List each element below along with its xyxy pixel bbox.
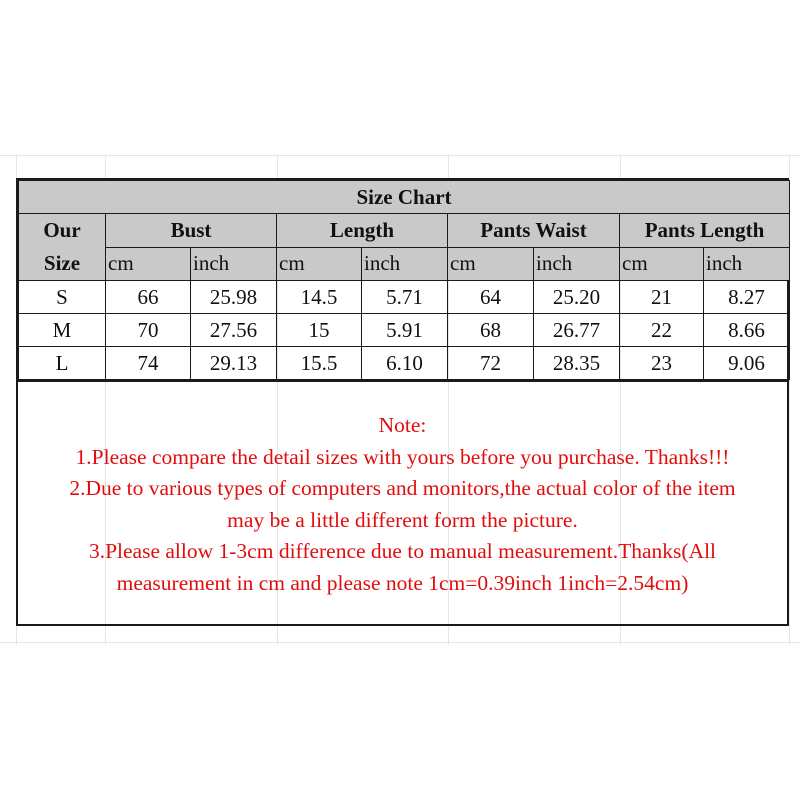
note-line-2b: may be a little different form the picture.: [227, 507, 578, 532]
unit-header: cm: [277, 247, 362, 281]
table-cell: 25.98: [191, 281, 277, 314]
unit-header: inch: [362, 247, 448, 281]
table-cell: 25.20: [534, 281, 620, 314]
table-cell: 5.91: [362, 314, 448, 347]
size-table: [18, 180, 790, 380]
table-cell: 21: [620, 281, 704, 314]
group-header-pants-waist: Pants Waist: [448, 214, 620, 248]
group-header-length: Length: [277, 214, 448, 248]
size-column-header: [19, 214, 106, 281]
chart-title: Size Chart: [19, 181, 790, 214]
table-cell: 68: [448, 314, 534, 347]
table-cell: 29.13: [191, 347, 277, 380]
size-chart: [16, 178, 789, 626]
table-cell: 27.56: [191, 314, 277, 347]
group-header-pants-length: Pants Length: [620, 214, 790, 248]
note-heading: Note:: [378, 413, 427, 437]
group-header-bust: Bust: [106, 214, 277, 248]
note-line-3a: 3.Please allow 1-3cm difference due to manual measurement.Thanks(All: [88, 539, 717, 563]
table-cell: 72: [448, 347, 534, 380]
table-cell: 8.27: [704, 281, 790, 314]
table-cell: 26.77: [534, 314, 620, 347]
table-cell: 64: [448, 281, 534, 314]
unit-header: inch: [534, 247, 620, 281]
table-cell: 9.06: [704, 347, 790, 380]
table-cell: 28.35: [534, 347, 620, 380]
table-cell: 70: [106, 314, 191, 347]
unit-header: cm: [620, 247, 704, 281]
table-cell: 5.71: [362, 281, 448, 314]
table-cell: 6.10: [362, 347, 448, 380]
size-label: S: [19, 281, 106, 314]
note-line-3b: measurement in cm and please note 1cm=0.39inch 1inch=2.54cm): [116, 570, 689, 595]
table-cell: 66: [106, 281, 191, 314]
note-line-2a: 2.Due to various types of computers and monitors,the actual color of the item: [69, 476, 736, 500]
sheet-gridline: [0, 155, 800, 156]
size-header-line2: Size: [43, 251, 81, 275]
table-cell: 15.5: [277, 347, 362, 380]
table-row: [19, 347, 790, 380]
table-cell: 15: [277, 314, 362, 347]
sheet-gridline: [0, 642, 800, 643]
table-cell: 23: [620, 347, 704, 380]
table-cell: 8.66: [704, 314, 790, 347]
size-label: L: [19, 347, 106, 380]
table-row: [19, 281, 790, 314]
table-cell: 14.5: [277, 281, 362, 314]
unit-header: cm: [106, 247, 191, 281]
notes-section: [18, 380, 787, 624]
size-label: M: [19, 314, 106, 347]
size-header-line1: Our: [43, 218, 81, 242]
unit-header: inch: [191, 247, 277, 281]
table-cell: 74: [106, 347, 191, 380]
note-line-1: 1.Please compare the detail sizes with yours before you purchase. Thanks!!!: [75, 444, 730, 469]
table-row: [19, 314, 790, 347]
table-cell: 22: [620, 314, 704, 347]
unit-header: cm: [448, 247, 534, 281]
unit-header: inch: [704, 247, 790, 281]
